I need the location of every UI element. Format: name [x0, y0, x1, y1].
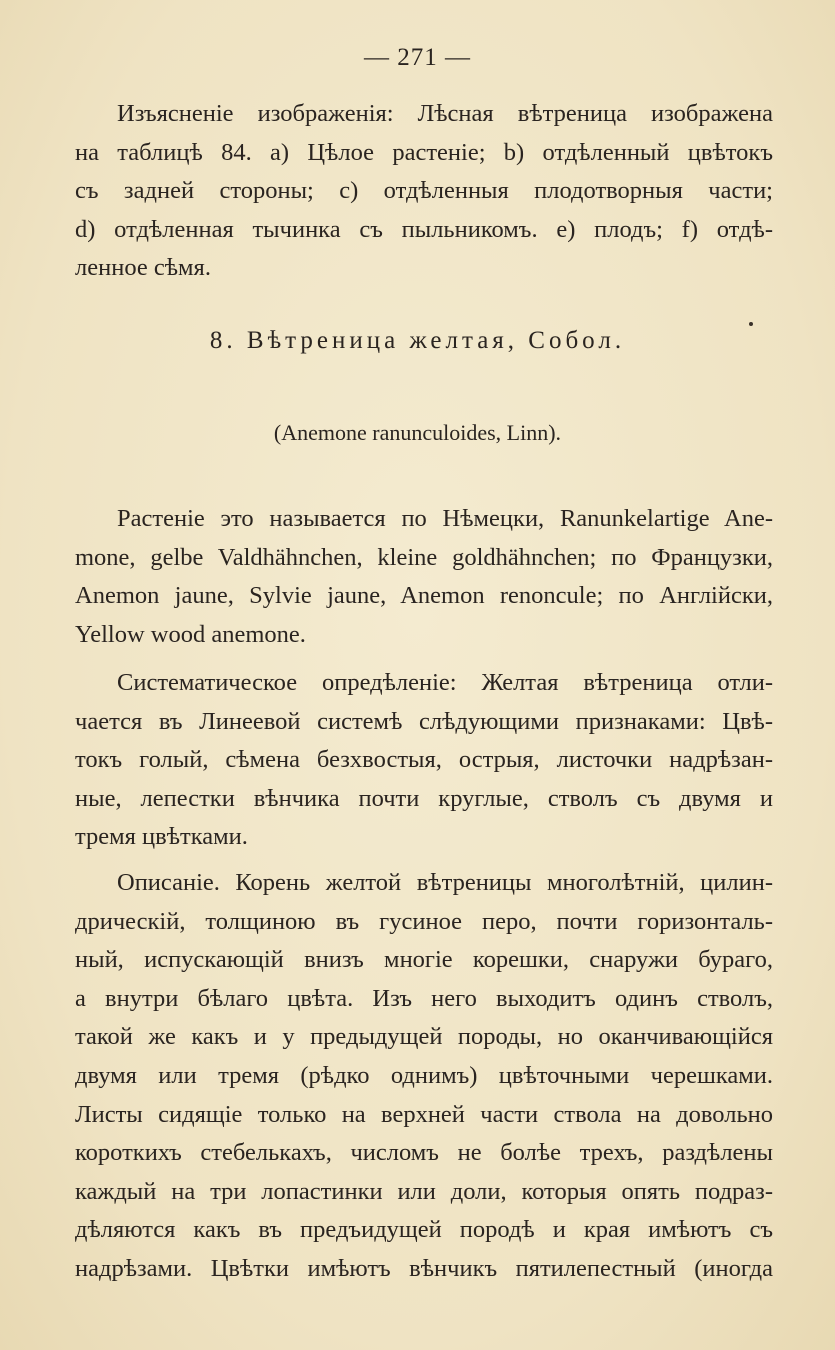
text-line: дѣляются какъ въ предъидущей породѣ и края имѣютъ съ — [75, 1216, 773, 1244]
text-line: Изъясненіе изображенія: Лѣсная вѣтреница изображена — [117, 100, 773, 127]
text-line: d) отдѣленная тычинка съ пыльникомъ. e) плодъ; f) отдѣ- — [75, 215, 773, 243]
text-line: двумя или тремя (рѣдко однимъ) цвѣточными черешками. — [75, 1061, 773, 1089]
paragraph-systematic — [75, 664, 773, 857]
text-line: ные, лепестки вѣнчика почти круглые, стволъ съ двумя и — [75, 784, 773, 812]
text-line: такой же какъ и у предыдущей породы, но оканчивающійся — [75, 1023, 773, 1051]
text-line: надрѣзами. Цвѣтки имѣютъ вѣнчикъ пятилепестный (иногда — [75, 1254, 773, 1282]
text-line: ленное сѣмя. — [75, 254, 211, 282]
text-line: Описаніе. Корень желтой вѣтреницы многолѣтній, цилин- — [117, 869, 773, 896]
text-line: токъ голый, сѣмена безхвостыя, острыя, листочки надрѣзан- — [75, 746, 773, 774]
text-line: на таблицѣ 84. a) Цѣлое растеніе; b) отдѣленный цвѣтокъ — [75, 138, 773, 166]
section-heading: 8. Вѣтреница желтая, Собол. — [209, 327, 626, 354]
text-line: Растеніе это называется по Нѣмецки, Ranunkelartige Ane- — [117, 505, 773, 532]
text-line: mone, gelbe Valdhähnchen, kleine goldhähnchen; по Французки, — [75, 543, 773, 571]
text-line: Yellow wood anemone. — [75, 620, 306, 648]
paragraph-names — [75, 500, 773, 654]
text-line: дрическій, толщиною въ гусиное перо, почти горизонталь- — [75, 907, 773, 935]
paragraph-description — [75, 864, 773, 1289]
text-line: чается въ Линеевой системѣ слѣдующими признаками: Цвѣ- — [75, 707, 773, 735]
text-line: Систематическое опредѣленіе: Желтая вѣтреница отли- — [117, 669, 773, 696]
text-line: короткихъ стебелькахъ, числомъ не болѣе трехъ, раздѣлены — [75, 1139, 773, 1167]
ink-dot — [749, 322, 753, 326]
text-line: а внутри бѣлаго цвѣта. Изъ него выходитъ одинъ стволъ, — [75, 984, 773, 1012]
text-line: тремя цвѣтками. — [75, 823, 248, 851]
paragraph-image-explanation — [75, 95, 773, 288]
text-line: ный, испускающій внизъ многіе корешки, снаружи бураго, — [75, 946, 773, 974]
latin-name: (Anemone ranunculoides, Linn). — [273, 420, 562, 445]
text-line: Anemon jaune, Sylvie jaune, Anemon renoncule; по Англійски, — [75, 582, 773, 610]
page-number: — 271 — — [364, 44, 471, 71]
text-line: съ задней стороны; c) отдѣленныя плодотворныя части; — [75, 177, 773, 205]
text-line: каждый на три лопастинки или доли, которыя опять подраз- — [75, 1177, 773, 1205]
text-line: Листы сидящіе только на верхней части ствола на довольно — [75, 1100, 773, 1128]
